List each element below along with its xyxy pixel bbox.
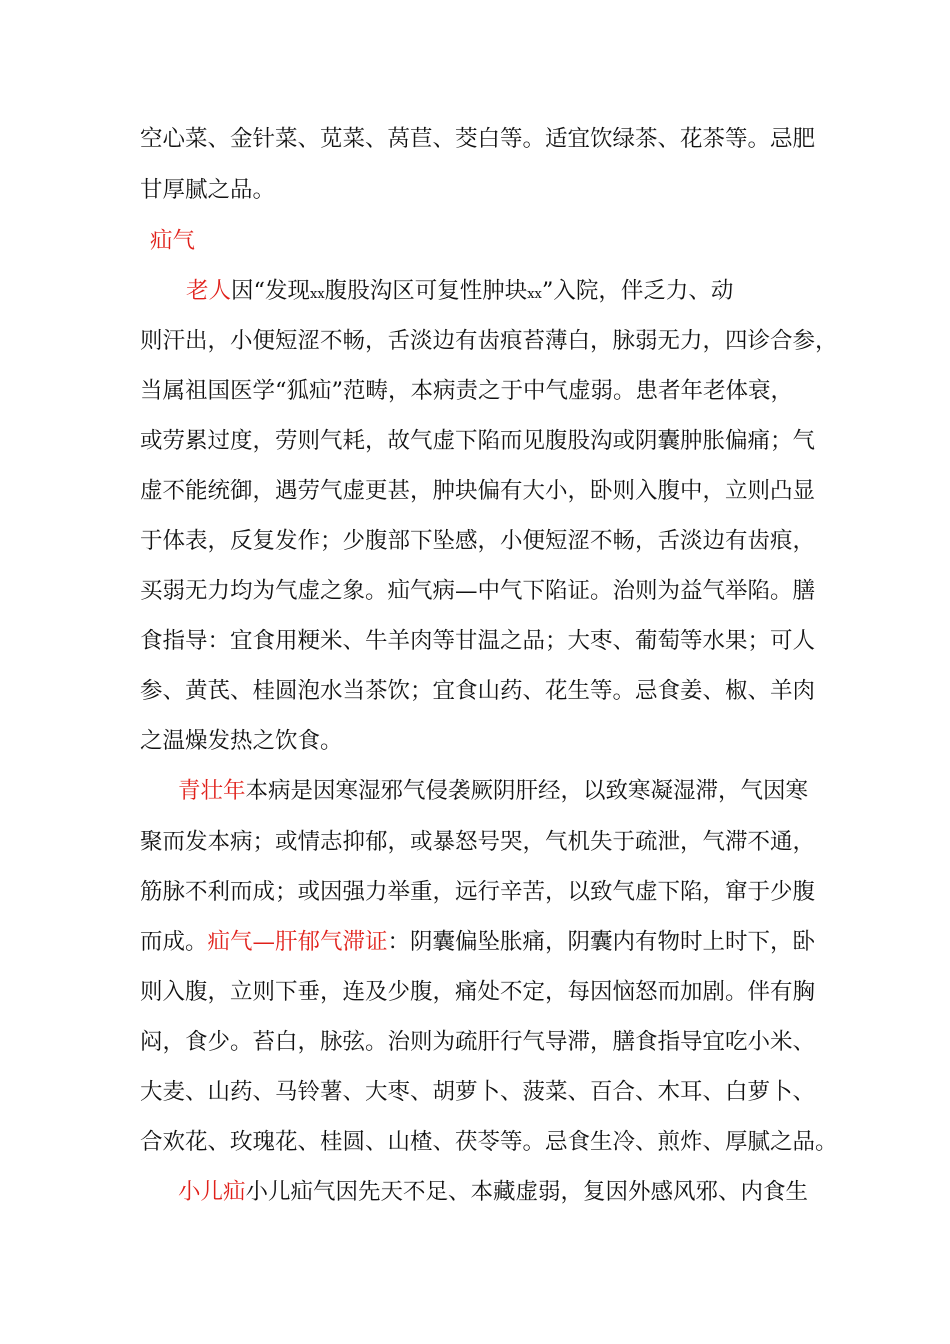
youth-text-a: 而成。 (140, 929, 208, 955)
elderly-line: 虚不能统御，遇劳气虚更甚，肿块偏有大小，卧则入腹中，立则凸显 (140, 478, 816, 504)
elderly-line: 或劳累过度，劳则气耗，故气虚下陷而见腹股沟或阴囊肿胀偏痛；气 (140, 428, 816, 454)
youth-line: 则入腹，立则下垂，连及少腹，痛处不定，每因恼怒而加剧。伴有胸 (140, 979, 816, 1005)
child-text: 小儿疝气因先天不足、本藏虚弱，复因外感风邪、内食生 (245, 1179, 809, 1205)
elderly-xx-2: xx (527, 287, 542, 302)
youth-line: 筋脉不利而成；或因强力举重，远行辛苦，以致气虚下陷，窜于少腹 (140, 879, 816, 905)
youth-line: 聚而发本病；或情志抑郁，或暴怒号哭，气机失于疏泄，气滞不通， (140, 829, 816, 855)
elderly-line: 之温燥发热之饮食。 (140, 728, 343, 754)
intro-line-1: 空心菜、金针菜、苋菜、莴苣、茭白等。适宜饮绿茶、花茶等。忌肥 (140, 126, 816, 152)
youth-text: 本病是因寒湿邪气侵袭厥阴肝经，以致寒凝湿滞，气因寒 (245, 778, 809, 804)
child-line-1 (178, 1177, 808, 1207)
elderly-text-b: 腹股沟区可复性肿块 (324, 278, 528, 304)
elderly-label: 老人 (186, 278, 232, 304)
youth-text-b: ：阴囊偏坠胀痛，阴囊内有物时上时下，卧 (387, 929, 816, 955)
elderly-text-a: 因“发现 (231, 278, 311, 304)
elderly-line-1 (186, 276, 733, 310)
youth-label: 青壮年 (178, 778, 246, 804)
elderly-line: 食指导：宜食用粳米、牛羊肉等甘温之品；大枣、葡萄等水果；可人 (140, 628, 816, 654)
elderly-line: 则汗出，小便短涩不畅，舌淡边有齿痕苔薄白，脉弱无力，四诊合参， (140, 328, 838, 354)
intro-line-2: 甘厚腻之品。 (140, 177, 276, 203)
elderly-text-c: ”入院，伴乏力、动 (541, 278, 734, 304)
youth-line: 大麦、山药、马铃薯、大枣、胡萝卜、菠菜、百合、木耳、白萝卜、 (140, 1079, 816, 1105)
elderly-line: 参、黄芪、桂圆泡水当茶饮；宜食山药、花生等。忌食姜、椒、羊肉 (140, 678, 816, 704)
elderly-xx-1: xx (310, 287, 325, 302)
youth-line: 合欢花、玫瑰花、桂圆、山楂、茯苓等。忌食生冷、煎炸、厚腻之品。 (140, 1129, 838, 1155)
youth-line-4 (140, 927, 815, 957)
youth-line: 闷，食少。苔白，脉弦。治则为疏肝行气导滞，膳食指导宜吃小米、 (140, 1029, 816, 1055)
elderly-line: 当属祖国医学“狐疝”范畴，本病责之于中气虚弱。患者年老体衰， (140, 378, 794, 404)
elderly-line: 于体表，反复发作；少腹部下坠感，小便短涩不畅，舌淡边有齿痕， (140, 528, 816, 554)
section-title: 疝气 (150, 228, 196, 254)
child-label: 小儿疝 (178, 1179, 246, 1205)
elderly-line: 买弱无力均为气虚之象。疝气病—中气下陷证。治则为益气举陷。膳 (140, 578, 816, 604)
youth-line-1 (178, 776, 808, 806)
syndrome-label: 疝气—肝郁气滞证 (207, 929, 388, 955)
